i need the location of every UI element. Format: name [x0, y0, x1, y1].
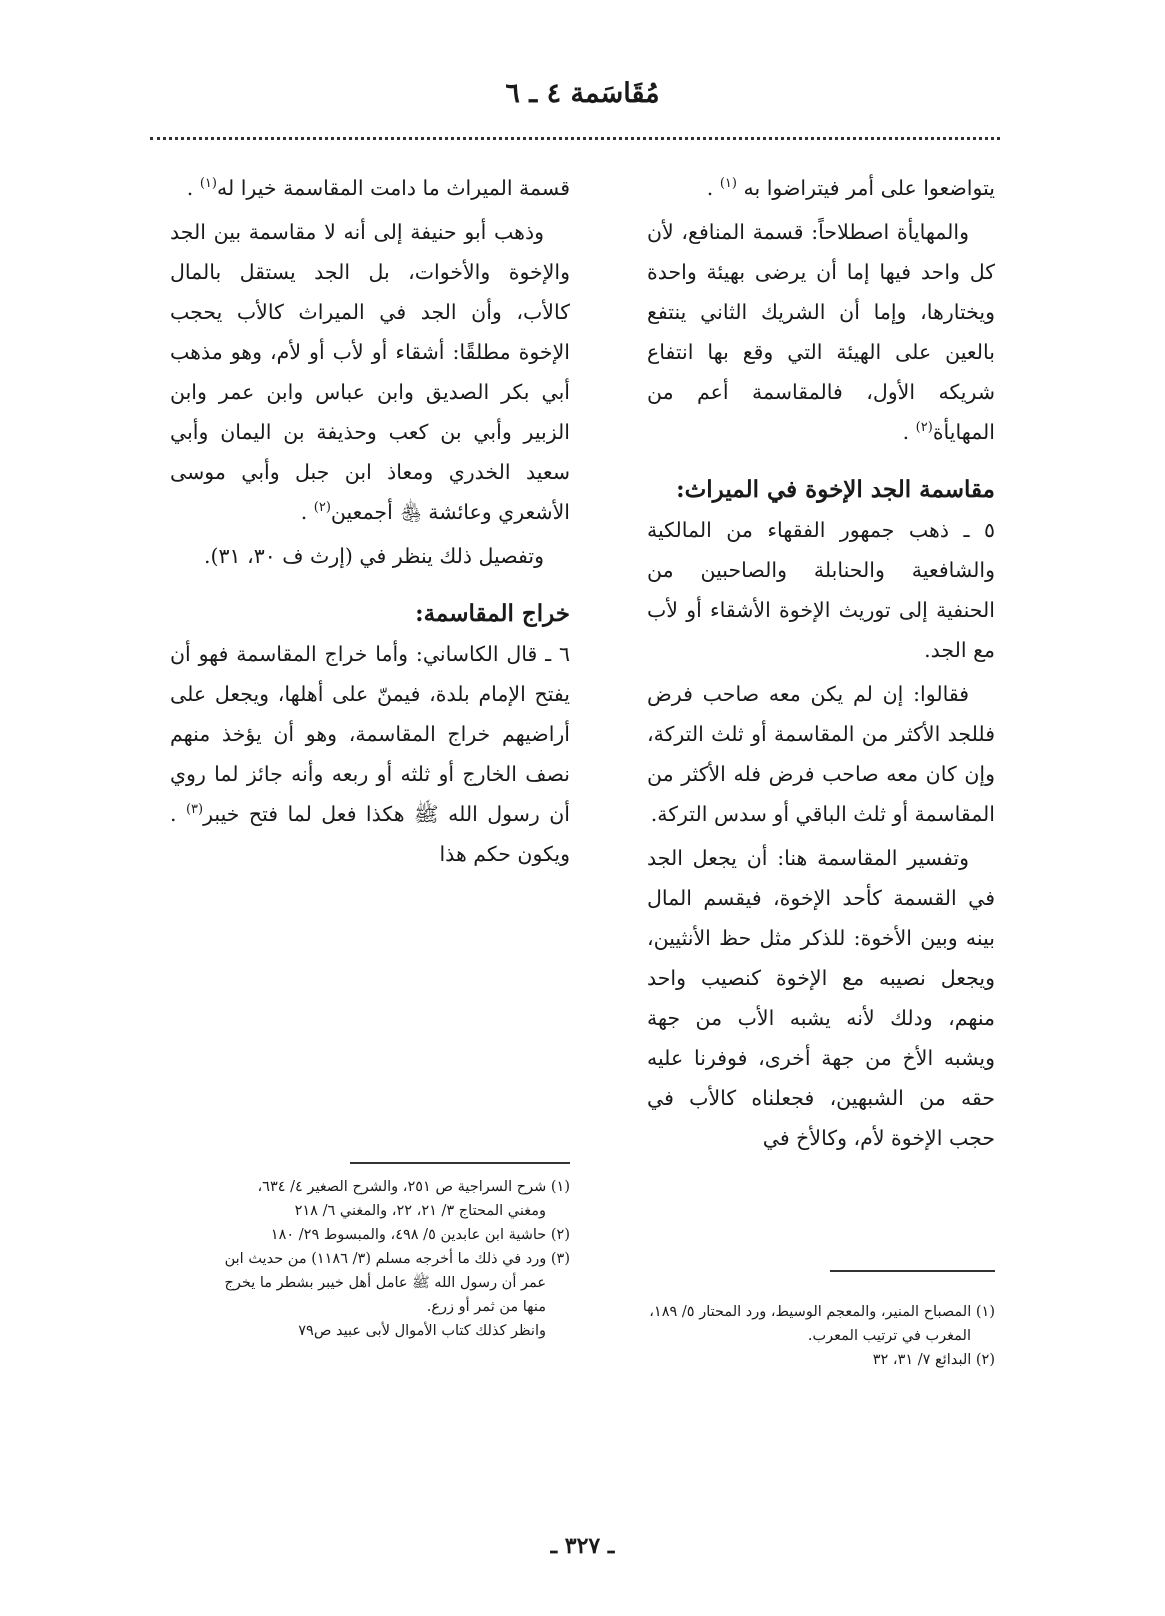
- footnote-ref: (٢): [313, 500, 331, 516]
- footnote-2: (٢) حاشية ابن عابدين ٥/ ٤٩٨، والمبسوط ٢٩/ ١٨٠: [270, 1227, 570, 1243]
- page-title: مُقَاسَمة ٤ ـ ٦: [505, 78, 660, 109]
- right-paragraph-1: يتواضعوا على أمر فيتراضوا به $^{(١)}$ .: [706, 176, 995, 200]
- header-divider: [150, 137, 1000, 140]
- footnote-ref: (٣): [185, 802, 204, 818]
- left-paragraph-2: وذهب أبو حنيفة إلى أنه لا مقاسمة بين الجد والإخوة والأخوات، بل الجد يستقل بالمال كالأب، وأن الجد في الميراث كالأب يحجب الإخوة مطلقًا: أشقاء أو لأب أو لأم، وهو مذهب أبي بكر الصديق وابن عباس وابن عمر وابن الزبير وأبي بن كعب وحذيفة بن اليمان وأبي سعيد الخدري ومعاذ ابن جبل وأبي موسى الأشعري وعائشة ﵃ أجمعين$^{(٢)}$ .: [170, 220, 570, 524]
- footnote-1-line-1: (١) المصباح المنير، والمعجم الوسيط، ورد المحتار ٥/ ١٨٩،: [649, 1304, 995, 1320]
- left-p4-tail: ويكون حكم هذا: [439, 842, 570, 866]
- page-number: ـ ٣٢٧ ـ: [550, 1533, 615, 1559]
- right-p2-text: والمهايأة اصطلاحاً: قسمة المنافع، لأن كل واحد فيها إما أن يرضى بهيئة واحدة ويختارها، وإما أن الشريك الثاني ينتفع بالعين على الهيئة التي وقع بها انتفاع شريكه الأول، فالمقاسمة أعم من المهايأة: [647, 220, 995, 444]
- section-heading-grandfather-brothers: مقاسمة الجد الإخوة في الميراث:: [676, 476, 995, 503]
- footnote-divider-left: [350, 1162, 570, 1164]
- left-p2-text: وذهب أبو حنيفة إلى أنه لا مقاسمة بين الجد والإخوة والأخوات، بل الجد يستقل بالمال كالأب، وأن الجد في الميراث كالأب يحجب الإخوة مطلقًا: أشقاء أو لأب أو لأم، وهو مذهب أبي بكر الصديق وابن عباس وابن عمر وابن الزبير وأبي بن كعب وحذيفة بن اليمان وأبي سعيد الخدري ومعاذ ابن جبل وأبي موسى الأشعري وعائشة ﵃ أجمعين: [170, 220, 570, 524]
- footnote-ref: (٢): [915, 420, 933, 436]
- footnotes-left: [165, 1175, 570, 1343]
- footnote-3-line-2: عمر أن رسول الله ﷺ عامل أهل خيبر بشطر ما يخرج: [224, 1275, 546, 1291]
- left-column: [170, 168, 570, 878]
- footnote-1-line-2: ومغني المحتاج ٣/ ٢١، ٢٢، والمغني ٦/ ٢١٨: [294, 1203, 546, 1219]
- left-paragraph-3: وتفصيل ذلك ينظر في (إرث ف ٣٠، ٣١).: [204, 544, 544, 568]
- footnote-2: (٢) البدائع ٧/ ٣١، ٣٢: [872, 1352, 995, 1368]
- right-paragraph-5: وتفسير المقاسمة هنا: أن يجعل الجد في القسمة كأحد الإخوة، فيقسم المال بينه وبين الأخوة: للذكر مثل حظ الأنثيين، ويجعل نصيبه مع الإخوة كنصيب واحد منهم، ودلك لأنه يشبه الأب من جهة ويشبه الأخ من جهة أخرى، فوفرنا عليه حقه من الشبهين، فجعلناه كالأب في حجب الإخوة لأم، وكالأخ في: [647, 846, 995, 1150]
- right-paragraph-2: والمهايأة اصطلاحاً: قسمة المنافع، لأن كل واحد فيها إما أن يرضى بهيئة واحدة ويختارها، وإما أن الشريك الثاني ينتفع بالعين على الهيئة التي وقع بها انتفاع شريكه الأول، فالمقاسمة أعم من المهايأة$^{(٢)}$ .: [647, 220, 995, 444]
- footnote-3-line-1: (٣) ورد في ذلك ما أخرجه مسلم (٣/ ١١٨٦) من حديث ابن: [224, 1251, 570, 1267]
- left-paragraph-4: ٦ ـ قال الكاساني: وأما خراج المقاسمة فهو أن يفتح الإمام بلدة، فيمنّ على أهلها، ويجعل على أراضيهم خراج المقاسمة، وهو أن يؤخذ منهم نصف الخارج أو ثلثه أو ربعه وأنه جائز لما روي أن رسول الله ﷺ هكذا فعل لما فتح خيبر$^{(٣)}$ . ويكون حكم هذا: [170, 642, 570, 866]
- footnote-divider-right: [830, 1270, 995, 1272]
- footnotes-right: [640, 1300, 995, 1372]
- right-paragraph-3: ٥ ـ ذهب جمهور الفقهاء من المالكية والشافعية والحنابلة والصاحبين من الحنفية إلى توريث الإخوة الأشقاء أو لأب مع الجد.: [647, 518, 995, 662]
- left-p4-text: ٦ ـ قال الكاساني: وأما خراج المقاسمة فهو أن يفتح الإمام بلدة، فيمنّ على أهلها، ويجعل على أراضيهم خراج المقاسمة، وهو أن يؤخذ منهم نصف الخارج أو ثلثه أو ربعه وأنه جائز لما روي أن رسول الله ﷺ هكذا فعل لما فتح خيبر: [170, 642, 570, 826]
- right-paragraph-4: فقالوا: إن لم يكن معه صاحب فرض فللجد الأكثر من المقاسمة أو ثلث التركة، وإن كان معه صاحب فرض فله الأكثر من المقاسمة أو ثلث الباقي أو سدس التركة.: [647, 682, 995, 826]
- section-heading-kharaj: خراج المقاسمة:: [415, 600, 570, 627]
- footnote-1-line-1: (١) شرح السراجية ص ٢٥١، والشرح الصغير ٤/ ٦٣٤،: [257, 1179, 570, 1195]
- footnote-ref: (١): [719, 176, 737, 192]
- footnote-3-line-3: منها من ثمر أو زرع.: [426, 1299, 546, 1315]
- footnote-1-line-2: المغرب في ترتيب المعرب.: [807, 1328, 971, 1344]
- left-p1-text: قسمة الميراث ما دامت المقاسمة خيرا له: [216, 176, 570, 200]
- right-column: [647, 168, 995, 1162]
- right-p1-text: يتواضعوا على أمر فيتراضوا به: [743, 176, 995, 200]
- footnote-3-line-4: وانظر كذلك كتاب الأموال لأبى عبيد ص٧٩: [298, 1323, 546, 1339]
- footnote-ref: (١): [199, 176, 217, 192]
- left-paragraph-1: قسمة الميراث ما دامت المقاسمة خيرا له$^{(١)}$ .: [186, 176, 570, 200]
